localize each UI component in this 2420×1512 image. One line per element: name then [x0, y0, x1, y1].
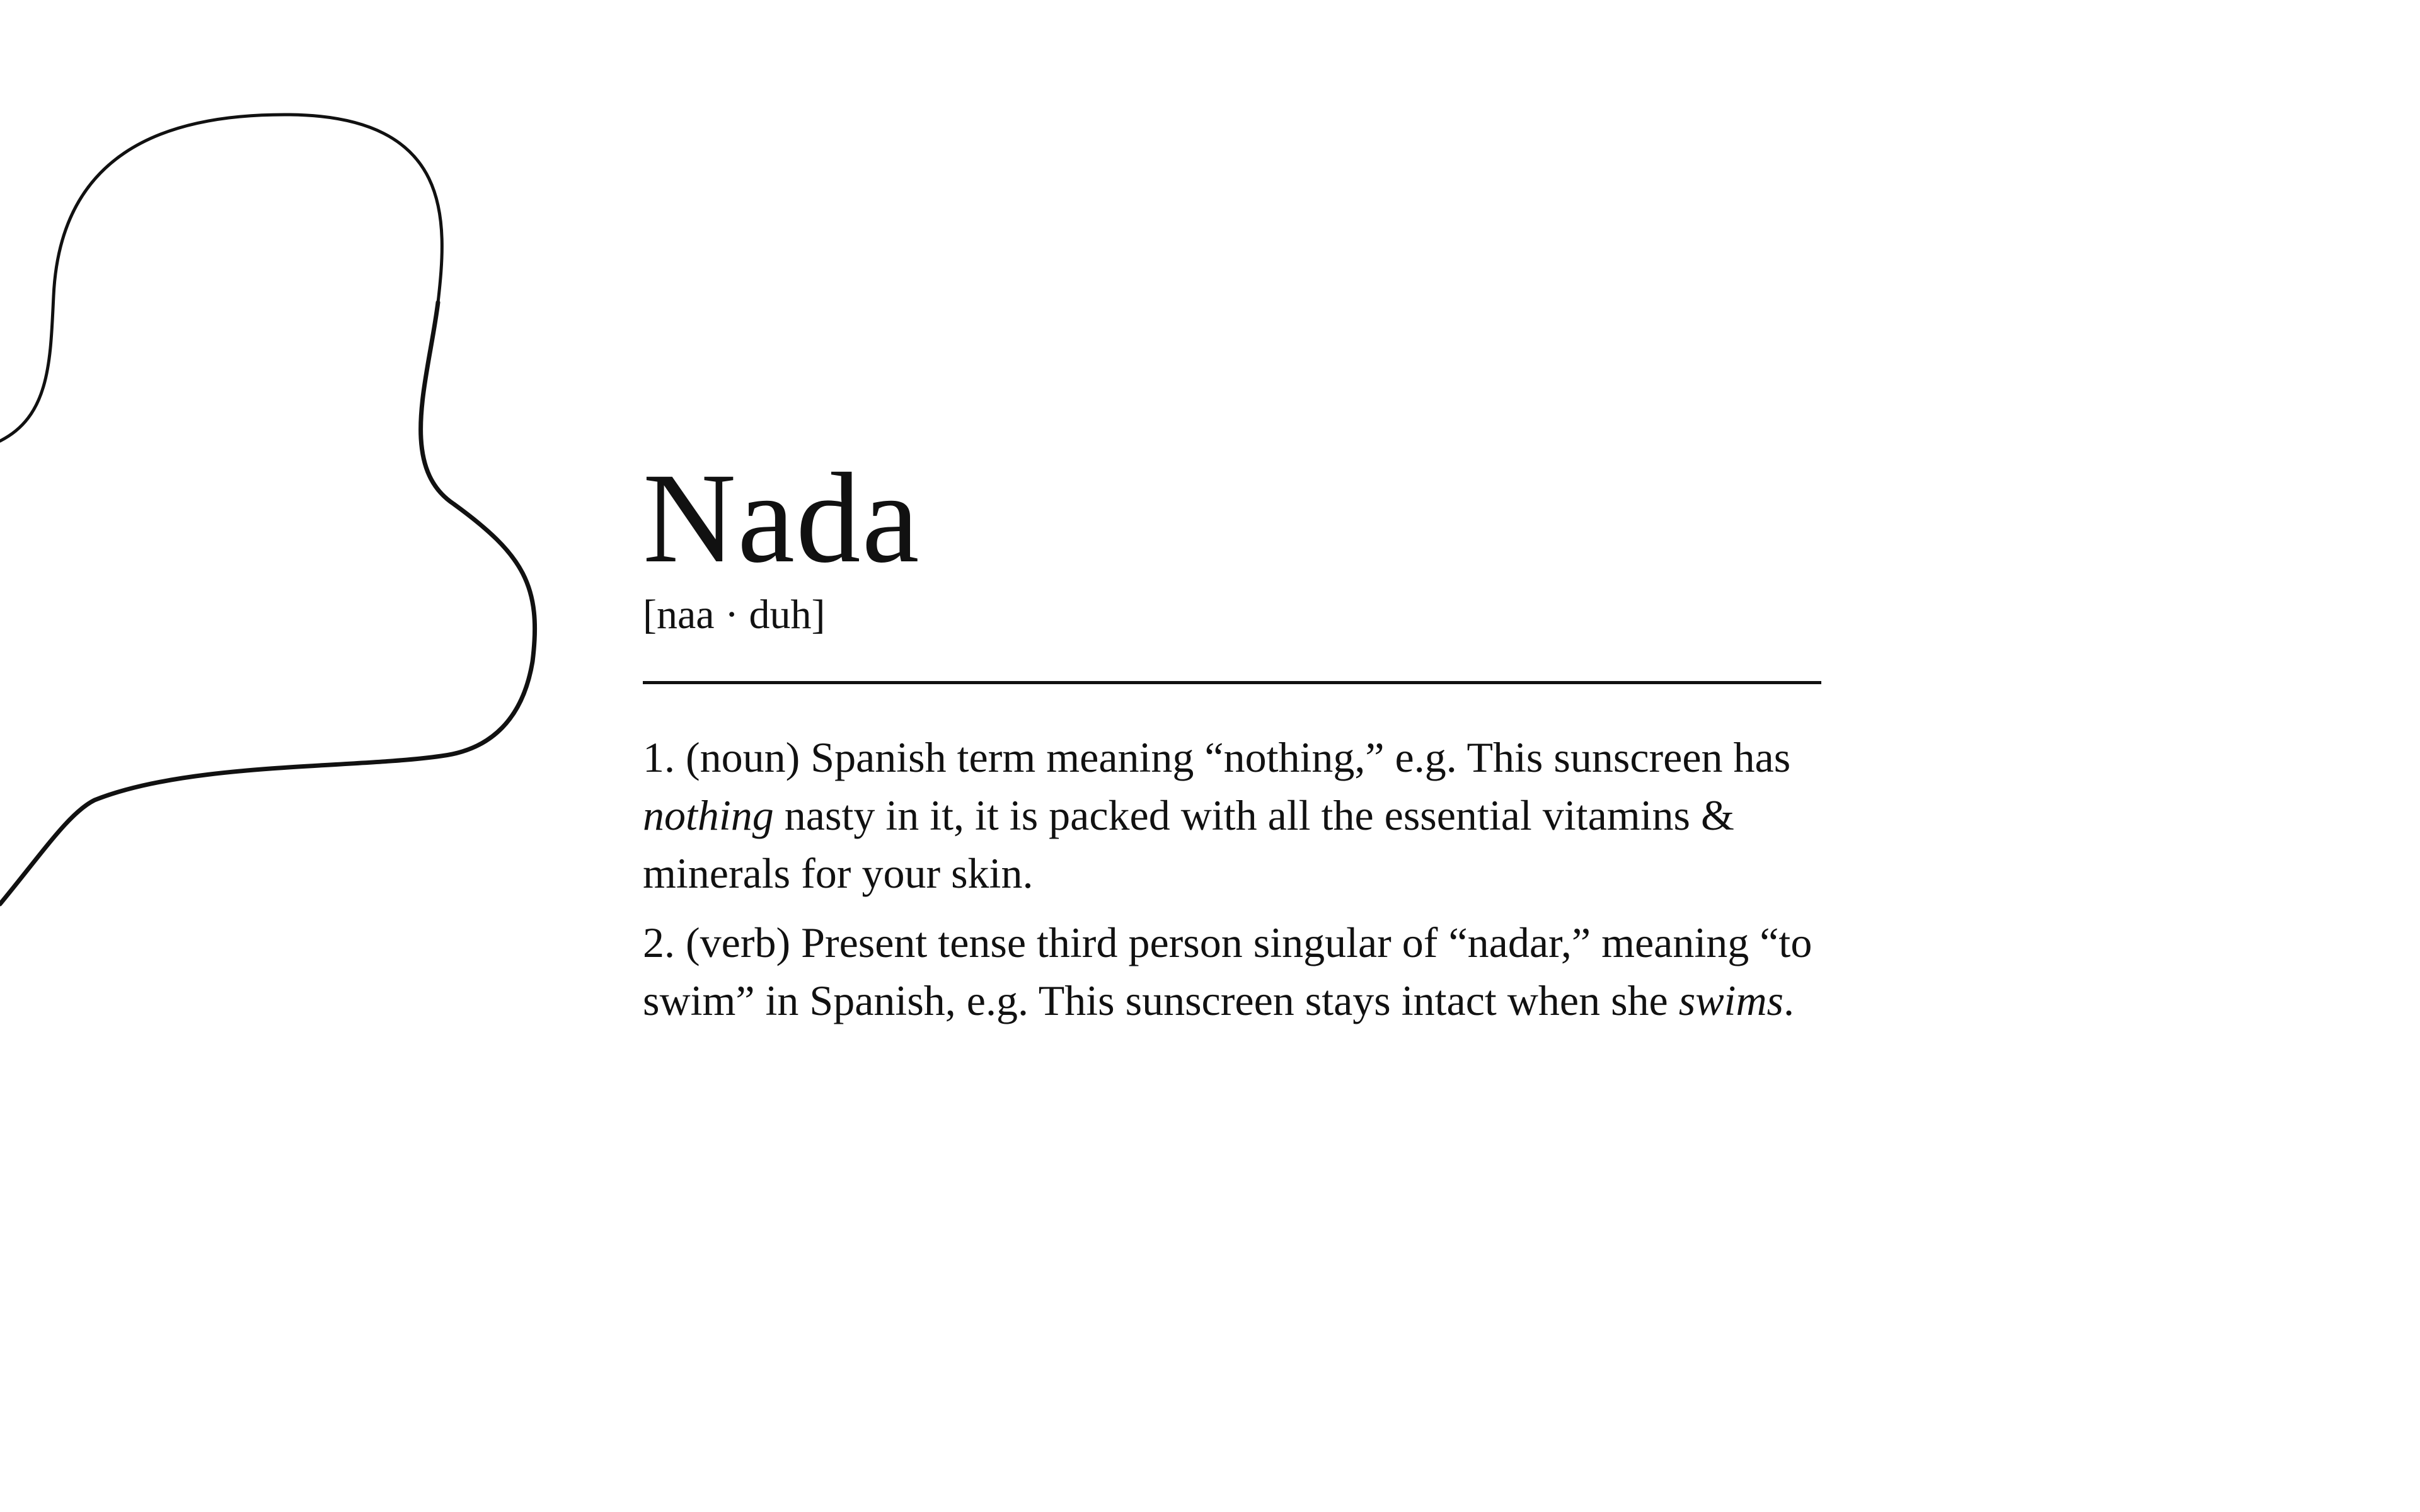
definition-text: .	[1783, 976, 1795, 1024]
definition-text: 2. (verb) Present tense third person singular of “nadar,” meaning “to swim” in Spanish, e.g. This sunscreen stays intact when she	[643, 919, 1812, 1024]
definition-emphasis: swims	[1678, 976, 1784, 1024]
definition-emphasis: nothing	[643, 791, 774, 839]
definition-text: 1. (noun) Spanish term meaning “nothing,” e.g. This sunscreen has	[643, 733, 1791, 781]
headword: Nada	[643, 447, 921, 590]
definition-verb	[643, 914, 1821, 1029]
definition-text: nasty in it, it is packed with all the essential vitamins & minerals for your skin.	[643, 791, 1734, 897]
divider	[643, 681, 1821, 684]
pronunciation: [naa · duh]	[643, 592, 826, 638]
dictionary-entry	[643, 447, 1821, 1041]
definition-noun	[643, 728, 1821, 902]
